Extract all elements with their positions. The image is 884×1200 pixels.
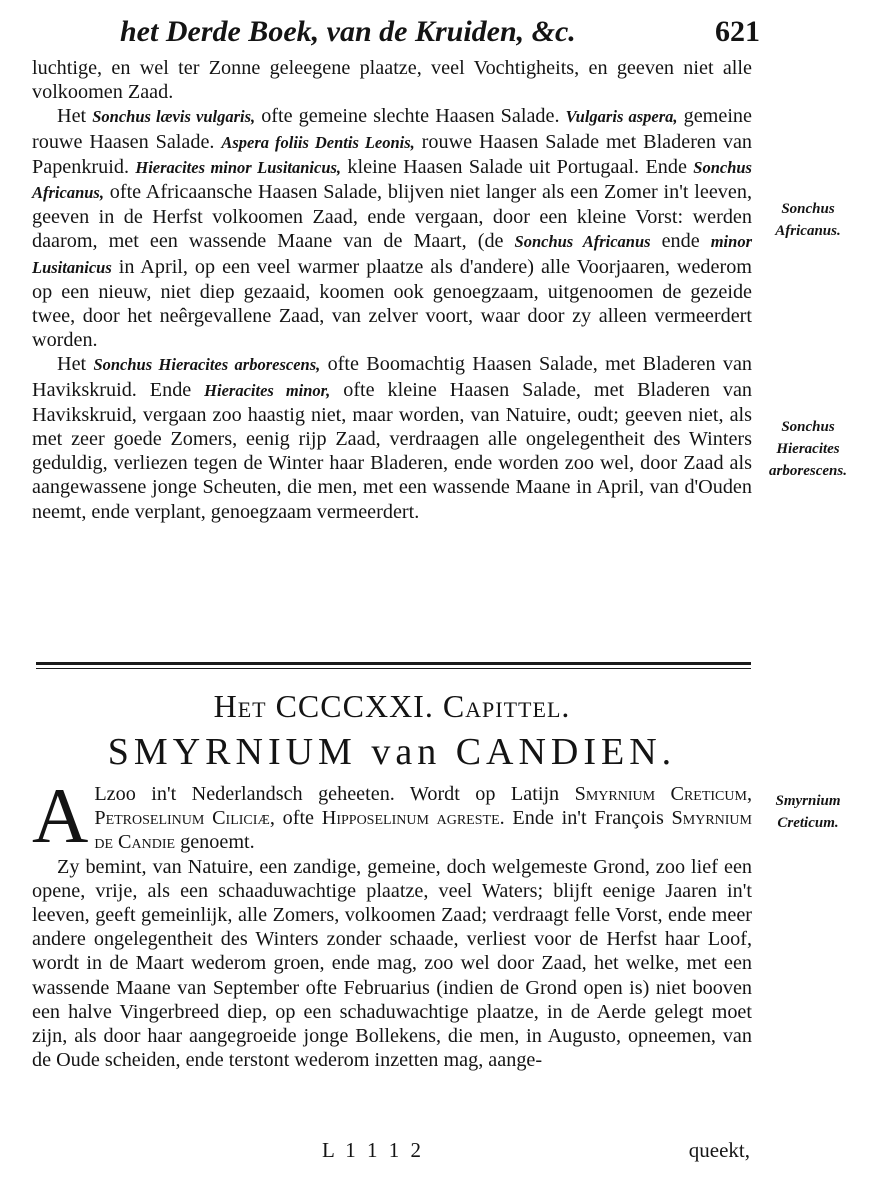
latin-name: Vulgaris aspera, — [565, 107, 678, 127]
latin-name: minor Lusitanicus — [32, 232, 752, 277]
catchword: queekt, — [688, 1138, 750, 1162]
text-run: Het — [57, 105, 93, 128]
page-number: 621 — [715, 15, 760, 48]
text-run: gemeine rouwe Haasen Salade. — [32, 105, 752, 153]
text-run: ofte gemeine slechte Haasen Salade. — [255, 105, 566, 128]
margin-note-line: Hieracites — [776, 441, 840, 457]
paragraph-cultivation: Zy bemint, van Natuire, een zandige, gemeine, doch welgemeste Grond, zoo lief een opene, vrije, als een schaaduwachtige plaatze, veel Waters; blijft eenige Jaaren in't leeven, geeft gemeinlijk, alle Zomers, volkoomen Zaad; verdraagt felle Vorst, ende meer andere ongelegentheit des Winters zonder schaade, verliest voor de Herfst haar Loof, wordt in de Maart wederom groen, ende mag, zoo wel door Zaad, het welke, met een wassende Maane van September ofte Februarius (indien de Grond open is) niet booven een halve Vingerbreed diep, op een schaduwachtige plaatze, in de Aerde gelegt moet zijn, als door haar aangegroeide jonge Bollekens, die men, in Augusto, opneemen, van de Oude scheiden, ende terstont wederom inzetten mag, aange- — [32, 855, 752, 1072]
text-run: genoemt. — [175, 831, 255, 854]
latin-name: Sonchus Africanus, — [32, 157, 752, 203]
margin-note-line: Sonchus — [781, 419, 835, 435]
chapter-text — [32, 772, 752, 1072]
text-run: Het — [57, 353, 94, 376]
paragraph-sonchus — [32, 104, 752, 352]
chapter-title: SMYRNIUM van CANDIEN. — [107, 731, 677, 773]
chapter-heading: Het CCCCXXI. Capittel. — [213, 688, 571, 724]
margin-note-sonchus-africanus — [758, 198, 858, 242]
running-head-title: het Derde Boek, van de Kruiden, &c. — [120, 15, 576, 48]
text-run: ende — [650, 230, 711, 253]
text-run: ofte kleine Haasen Salade, met Bladeren van Havikskruid, vergaan zoo haastig niet, maar worden, van Natuire, oudt; geeven niet, als met zeer goede Zomers, eenig rijp Zaad, verdraagen alle ongelegentheit des Winters geduldig, verliezen tegen de Winter haar Bladeren, ende worden zoo wel, door Zaad als aangewassene jonge Scheuten, die men, met een wassende Maane in April, van d'Ouden neemt, ende verplant, genoegzaam vermeerdert. — [32, 378, 752, 523]
text-run: ofte Boomachtig Haasen Salade, met Bladeren van Havikskruid. Ende — [32, 353, 752, 401]
french-name: Smyrnium de Candie — [94, 807, 752, 854]
drop-cap: A — [32, 772, 89, 859]
text-run: ofte — [274, 807, 322, 830]
text-run: ofte Africaansche Haasen Salade, blijven niet langer als een Zomer in't leeven, geeven in de Herfst volkoomen Zaad, ende vergaan, door een kleine Vorst: werden daarom, met een wassende Maane van de Maart, (de — [32, 181, 752, 253]
section-divider — [36, 662, 751, 669]
latin-name: Smyrnium Creticum, Petroselinum Ciliciæ, — [94, 783, 752, 830]
paragraph-continued: luchtige, en wel ter Zonne geleegene plaatze, veel Vochtigheits, en geeven niet alle volkoomen Zaad. — [32, 57, 752, 104]
margin-note-line: Sonchus — [781, 201, 835, 217]
latin-name: Aspera foliis Dentis Leonis, — [221, 132, 415, 152]
paragraph-hieracites — [32, 352, 752, 523]
margin-note-smyrnium — [758, 790, 858, 834]
margin-note-line: Smyrnium — [775, 793, 841, 809]
margin-note-line: Africanus. — [775, 223, 841, 239]
text-run: in April, op een veel warmer plaatze als d'andere) alle Voorjaaren, wederom op een nieuw, niet diep gezaaid, koomen ook genoegzaam, uitgenoomen de gezeide twee, door het neêrgevallene Zaad, van zelver voort, waar door zy alleen vermeerdert worden. — [32, 255, 752, 352]
margin-note-line: Creticum. — [777, 815, 839, 831]
section-text — [32, 56, 752, 524]
latin-name: Sonchus Hieracites arborescens, — [93, 355, 321, 375]
paragraph-names — [32, 772, 752, 859]
margin-note-line: arborescens. — [769, 463, 847, 479]
printer-signature: L 1 1 1 2 — [322, 1138, 425, 1162]
latin-name: Hieracites minor, — [204, 380, 331, 400]
text-run: Ende in't François — [504, 807, 672, 830]
text-run: Lzoo in't Nederlandsch geheeten. Wordt op Latijn — [94, 783, 575, 805]
latin-name: Sonchus lævis vulgaris, — [92, 107, 256, 127]
text-run: kleine Haasen Salade uit Portugaal. Ende — [341, 155, 694, 178]
margin-note-sonchus-hieracites — [758, 416, 858, 482]
latin-name: Hieracites minor Lusitanicus, — [135, 157, 342, 177]
text-run: rouwe Haasen Salade met Bladeren van Papenkruid. — [32, 130, 752, 178]
latin-name: Hipposelinum agreste. — [321, 807, 505, 830]
running-head — [120, 10, 760, 54]
latin-name: Sonchus Africanus — [514, 232, 651, 252]
